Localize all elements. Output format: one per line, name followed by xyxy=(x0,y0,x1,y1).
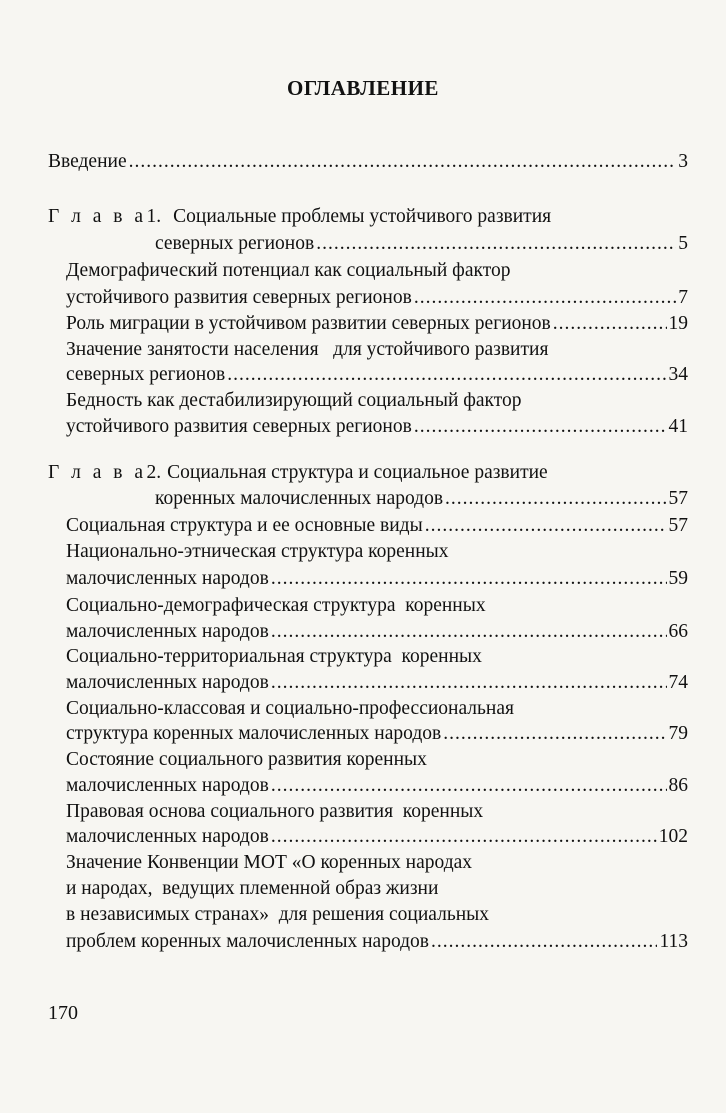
dot-leader xyxy=(425,514,667,538)
page-folio-number: 170 xyxy=(48,1002,78,1024)
chapter-title: Социальные проблемы устойчивого развития xyxy=(173,206,552,227)
dot-leader xyxy=(271,774,667,798)
section-title-cont: устойчивого развития северных регионов xyxy=(66,287,412,308)
toc-page-number: 5 xyxy=(678,233,688,254)
toc-section-text xyxy=(66,877,438,901)
toc-section-text xyxy=(66,645,482,669)
toc-section-1-4[interactable] xyxy=(66,415,688,439)
chapter-title-cont: коренных малочисленных народов xyxy=(155,488,444,509)
toc-chapter-1-title-cont[interactable] xyxy=(155,232,688,256)
chapter-number: 2. xyxy=(146,462,162,483)
section-title-cont: малочисленных народов xyxy=(66,826,269,847)
toc-page-number: 66 xyxy=(668,621,688,642)
dot-leader xyxy=(227,363,666,387)
dot-leader xyxy=(414,286,676,310)
toc-page-number: 3 xyxy=(678,151,688,172)
toc-section-2-3[interactable] xyxy=(66,620,688,644)
section-title: Социальная структура и ее основные виды xyxy=(66,515,423,536)
toc-section-1-3[interactable] xyxy=(66,363,688,387)
toc-page-number: 59 xyxy=(668,568,688,589)
chapter-title: Социальная структура и социальное развитие xyxy=(167,462,548,483)
section-title: Роль миграции в устойчивом развитии северных регионов xyxy=(66,313,551,334)
section-title: Бедность как дестабилизирующий социальный фактор xyxy=(66,390,522,411)
chapter-prefix: Г л а в а xyxy=(48,206,147,227)
toc-page-number: 41 xyxy=(668,416,688,437)
toc-page-number: 19 xyxy=(668,313,688,334)
section-title-cont: и народах, ведущих племенной образ жизни xyxy=(66,878,439,899)
chapter-number: 1. xyxy=(146,206,162,227)
dot-leader xyxy=(271,825,657,849)
toc-section-2-5[interactable] xyxy=(66,722,688,746)
toc-page-number: 74 xyxy=(668,672,688,693)
toc-section-2-1[interactable] xyxy=(66,514,688,538)
section-title-cont: северных регионов xyxy=(66,364,226,385)
toc-section-text xyxy=(66,259,510,283)
toc-section-text xyxy=(66,338,548,362)
dot-leader xyxy=(431,930,657,954)
toc-section-2-4[interactable] xyxy=(66,671,688,695)
chapter-title-cont: северных регионов xyxy=(155,233,315,254)
toc-page-number: 57 xyxy=(668,515,688,536)
section-title: Национально-этническая структура коренных xyxy=(66,541,449,562)
toc-section-1-1[interactable] xyxy=(66,286,688,310)
toc-section-text xyxy=(66,851,472,875)
toc-chapter-1-heading[interactable] xyxy=(48,205,551,229)
toc-entry-intro[interactable] xyxy=(48,150,688,174)
toc-section-text xyxy=(66,903,489,927)
dot-leader xyxy=(271,671,667,695)
toc-page-number: 113 xyxy=(659,931,688,952)
section-title: Социально-территориальная структура коренных xyxy=(66,646,482,667)
section-title-cont: в независимых странах» для решения социальных xyxy=(66,904,490,925)
toc-section-2-2[interactable] xyxy=(66,567,688,591)
toc-section-2-6[interactable] xyxy=(66,774,688,798)
dot-leader xyxy=(129,150,677,174)
toc-section-text xyxy=(66,697,514,721)
toc-page-number: 7 xyxy=(678,287,688,308)
section-title-cont: устойчивого развития северных регионов xyxy=(66,416,412,437)
dot-leader xyxy=(553,312,667,336)
section-title: Социально-классовая и социально-профессиональная xyxy=(66,698,514,719)
section-title: Социально-демографическая структура коренных xyxy=(66,595,486,616)
toc-section-2-8[interactable] xyxy=(66,930,688,954)
dot-leader xyxy=(445,487,666,511)
page-title: ОГЛАВЛЕНИЕ xyxy=(287,76,439,100)
toc-page-number: 57 xyxy=(668,488,688,509)
section-title-cont: малочисленных народов xyxy=(66,775,269,796)
toc-page-number: 102 xyxy=(658,826,688,847)
toc-section-text xyxy=(66,800,483,824)
toc-page-number: 86 xyxy=(668,775,688,796)
dot-leader xyxy=(316,232,676,256)
dot-leader xyxy=(271,620,667,644)
chapter-prefix: Г л а в а xyxy=(48,462,147,483)
toc-section-text xyxy=(66,389,522,413)
section-title-cont: структура коренных малочисленных народов xyxy=(66,723,442,744)
toc-chapter-2-title-cont[interactable] xyxy=(155,487,688,511)
toc-page-number: 79 xyxy=(668,723,688,744)
section-title-cont: малочисленных народов xyxy=(66,621,269,642)
toc-section-text xyxy=(66,594,486,618)
dot-leader xyxy=(414,415,667,439)
dot-leader xyxy=(443,722,666,746)
dot-leader xyxy=(271,567,667,591)
toc-entry-label: Введение xyxy=(48,151,127,172)
toc-chapter-2-heading[interactable] xyxy=(48,461,548,485)
section-title: Значение занятости населения для устойчивого развития xyxy=(66,339,549,360)
toc-section-1-2[interactable] xyxy=(66,312,688,336)
section-title-cont: малочисленных народов xyxy=(66,568,269,589)
section-title: Значение Конвенции МОТ «О коренных народах xyxy=(66,852,473,873)
section-title: Состояние социального развития коренных xyxy=(66,749,427,770)
toc-section-2-7[interactable] xyxy=(66,825,688,849)
toc-page-number: 34 xyxy=(668,364,688,385)
toc-section-text xyxy=(66,540,449,564)
section-title: Демографический потенциал как социальный фактор xyxy=(66,260,511,281)
toc-section-text xyxy=(66,748,427,772)
section-title-cont: проблем коренных малочисленных народов xyxy=(66,931,430,952)
section-title-cont: малочисленных народов xyxy=(66,672,269,693)
section-title: Правовая основа социального развития коренных xyxy=(66,801,484,822)
